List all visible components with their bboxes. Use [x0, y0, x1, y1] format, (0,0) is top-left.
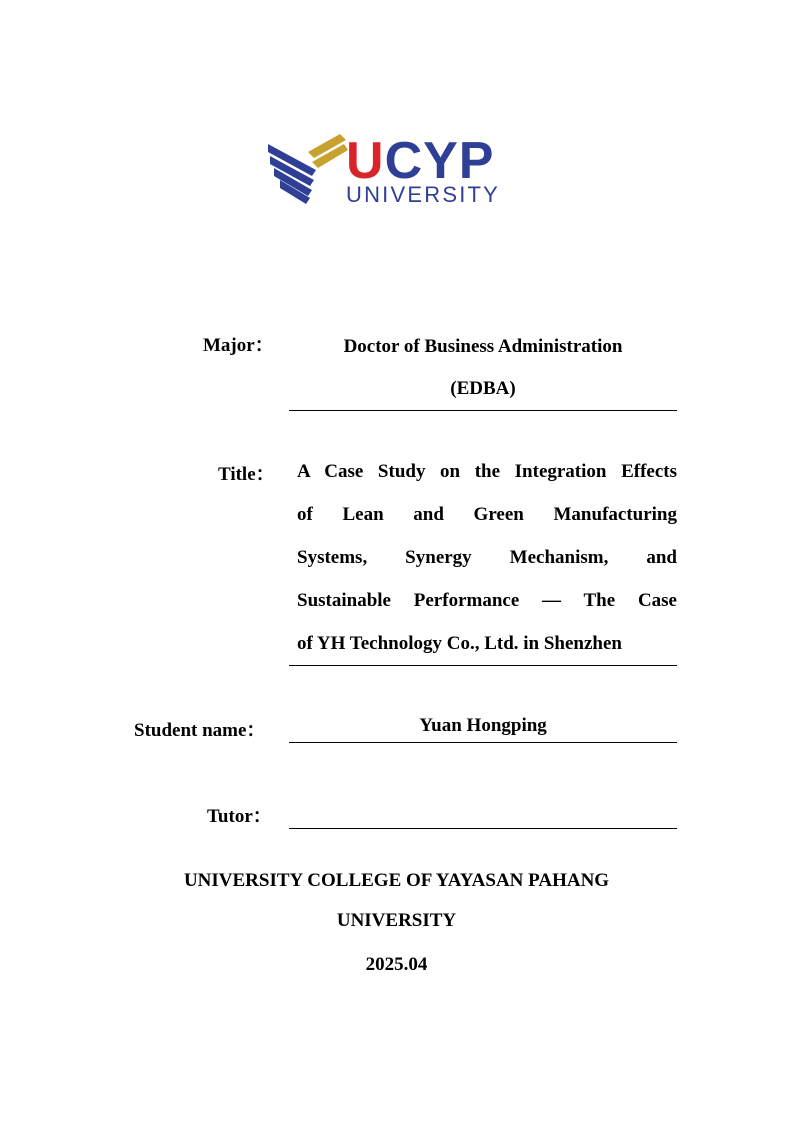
logo-subtitle: UNIVERSITY	[346, 182, 501, 206]
ucyp-university-logo	[268, 130, 524, 206]
major-label: Major：	[203, 335, 274, 356]
title-line-3: Systems, Synergy Mechanism, and	[297, 547, 677, 568]
student-name-label: Student name：	[134, 720, 266, 741]
wing-emblem-icon	[268, 134, 348, 204]
major-value-line2: (EDBA)	[450, 378, 516, 399]
tutor-field	[289, 796, 677, 829]
institution-line2: UNIVERSITY	[336, 910, 457, 931]
tutor-label: Tutor：	[207, 806, 272, 827]
major-field	[289, 326, 677, 411]
title-line-1: A Case Study on the Integration Effects	[297, 461, 677, 482]
institution-line1: UNIVERSITY COLLEGE OF YAYASAN PAHANG	[183, 870, 610, 891]
logo-letters-cyp: CYP	[384, 132, 495, 190]
title-line-2: of Lean and Green Manufacturing	[297, 504, 677, 525]
title-field	[289, 450, 677, 666]
student-name-field	[289, 710, 677, 743]
logo-letter-u: U	[346, 132, 385, 190]
submission-date: 2025.04	[365, 954, 428, 975]
title-line-5: of YH Technology Co., Ltd. in Shenzhen	[297, 633, 623, 654]
title-line-4: Sustainable Performance — The Case	[297, 590, 677, 611]
title-label: Title：	[218, 464, 275, 485]
major-value-line1: Doctor of Business Administration	[343, 336, 623, 357]
student-name-value: Yuan Hongping	[419, 715, 547, 736]
